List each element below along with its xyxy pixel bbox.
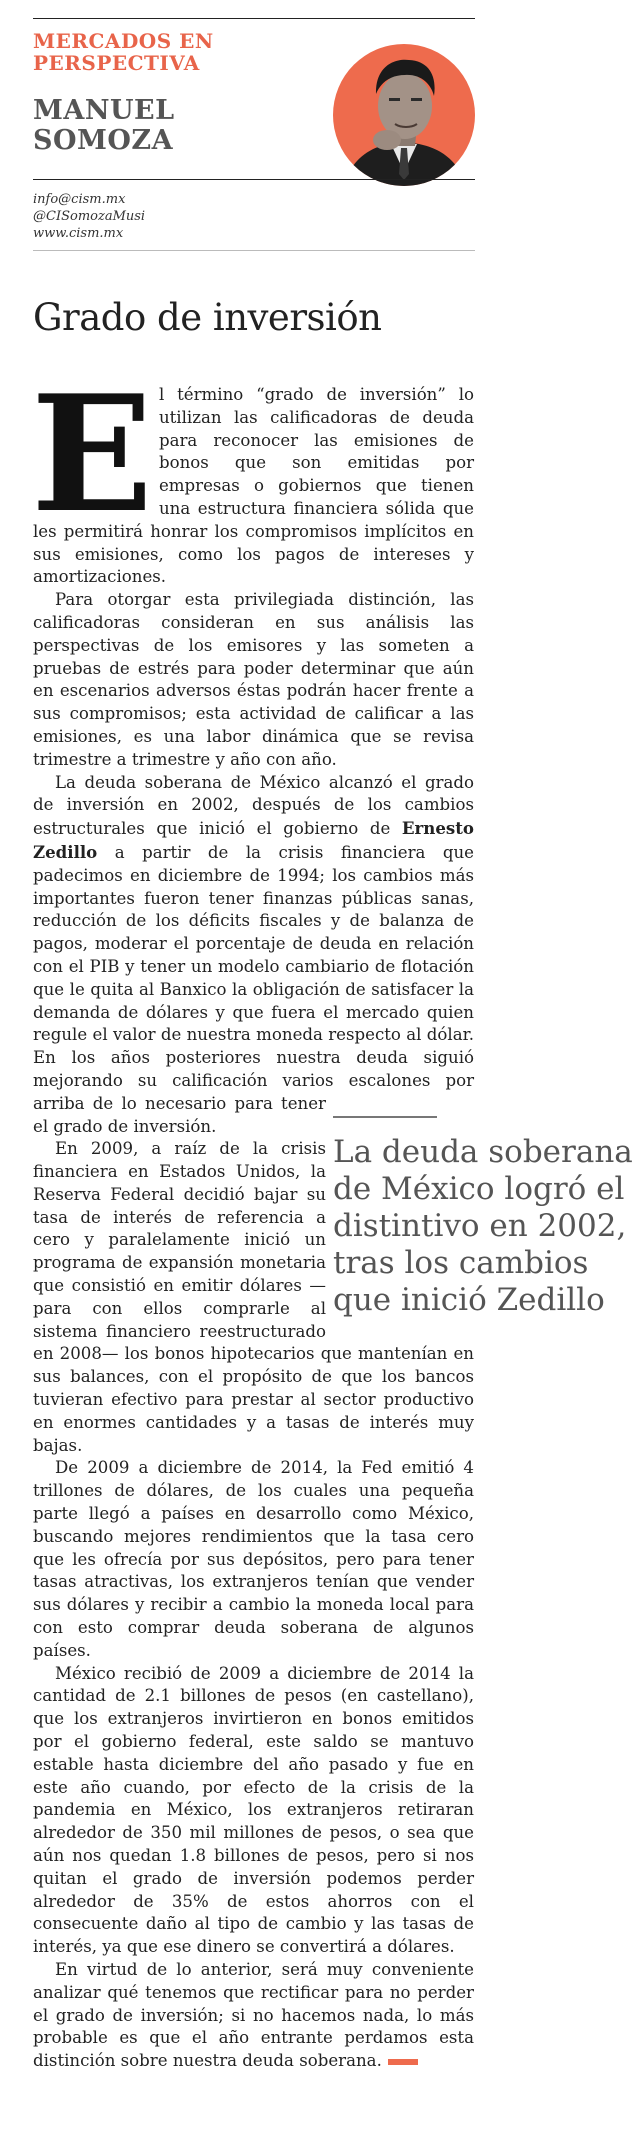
article-paragraph-2: Para otorgar esta privilegiada distinción, las calificadoras consideran en sus análisis las perspectivas de los emisores y las someten a pruebas de estrés para poder determinar que aún en escenarios adversos éstas podrán hacer frente a sus compromisos; esta actividad de calificar a las emisiones, es una labor dinámica que se revisa trimestre a trimestre y año con año. bbox=[33, 590, 474, 769]
author-website[interactable]: www.cism.mx bbox=[33, 226, 124, 241]
article-paragraph-5: De 2009 a diciembre de 2014, la Fed emitió 4 trillones de dólares, de los cuales una pequeña parte llegó a países en desarrollo como México, buscando mejores rendimientos que la tasa cero que les ofrecía por sus depósitos, pero para tener tasas atractivas, los extranjeros tenían que vender sus dólares y recibir a cambio la moneda local para con esto comprar deuda soberana de algunos países. bbox=[33, 1458, 474, 1660]
pullquote: La deuda soberana de México logró el distintivo en 2002, tras los cambios que inició Zedillo bbox=[333, 1134, 633, 1318]
author-portrait-illustration bbox=[333, 44, 475, 186]
article-paragraph-6: México recibió de 2009 a diciembre de 2014 la cantidad de 2.1 billones de pesos (en castellano), que los extranjeros invirtieron en bonos emitidos por el gobierno federal, este saldo se mantuvo estable hasta diciembre del año pasado y fue en este año cuando, por efecto de la crisis de la pandemia en México, los extranjeros retiraran alrededor de 350 mil millones de pesos, o sea que aún nos quedan 1.8 billones de pesos, pero si nos quitan el grado de inversión podemos perder alrededor de 35% de estos ahorros con el consecuente daño al tipo de cambio y las tasas de interés, ya que ese dinero se convertirá a dólares. bbox=[33, 1663, 474, 1957]
person-name-zedillo: Ernesto Zedillo bbox=[33, 818, 474, 862]
author-name bbox=[33, 96, 175, 156]
section-title-line1: MERCADOS EN bbox=[33, 29, 214, 53]
section-title-line2: PERSPECTIVA bbox=[33, 51, 200, 75]
drop-cap: E bbox=[31, 360, 153, 548]
byline-divider bbox=[33, 179, 475, 180]
pullquote-divider bbox=[333, 1116, 437, 1118]
author-name-line1: MANUEL bbox=[33, 95, 175, 126]
author-contact bbox=[33, 191, 145, 242]
top-divider bbox=[33, 18, 475, 19]
author-twitter[interactable]: @CISomozaMusi bbox=[33, 209, 146, 224]
section-title bbox=[33, 30, 214, 74]
headline-divider bbox=[33, 250, 475, 251]
author-email[interactable]: info@cism.mx bbox=[33, 192, 126, 207]
author-photo bbox=[333, 44, 475, 186]
article-paragraph-7: En virtud de lo anterior, será muy conveniente analizar qué tenemos que rectificar para no perder el grado de inversión; si no hacemos nada, lo más probable es que el año entrante perdamos esta distinción sobre nuestra deuda soberana. bbox=[33, 1959, 474, 2071]
article-paragraph-4: En 2009, a raíz de la crisis financiera en Estados Unidos, la Reserva Federal decidió bajar su tasa de interés de referencia a cero y paralelamente inició un programa de expansión monetaria que consistió en emitir dólares —para con ellos comprarle al sistema financiero reestructurado en 2008— los bonos hipotecarios que mantenían en sus balances, con el propósito de que los bancos tuvieran efectivo para prestar al sector productivo en enormes cantidades y a tasas de interés muy bajas. bbox=[33, 1139, 474, 1455]
article-paragraph-1: El término “grado de inversión” lo utilizan las calificadoras de deuda para reconocer las emisiones de bonos que son emitidas por empresas o gobiernos que tienen una estructura financiera sólida que les permitirá honrar los compromisos implícitos en sus emisiones, como los pagos de intereses y amortizaciones. bbox=[31, 360, 474, 587]
article-headline: Grado de inversión bbox=[33, 296, 382, 339]
end-of-article-mark bbox=[388, 2059, 418, 2065]
author-name-line2: SOMOZA bbox=[33, 125, 174, 156]
article-paragraph-3: La deuda soberana de México alcanzó el grado de inversión en 2002, después de los cambios estructurales que inició el gobierno de Ernesto Zedillo a partir de la crisis financiera que padecimos en diciembre de 1994; los cambios más importantes fueron tener finanzas públicas sanas, reducción de los déficits fiscales y de balanza de pagos, moderar el porcentaje de deuda en relación con el PIB y tener un modelo cambiario de flotación que le quita al Banxico la obligación de satisfacer la demanda de dólares y que fuera el mercado quien regule el valor de nuestra moneda respecto al dólar. En los años posteriores nuestra deuda siguió mejorando su calificación varios escalones por arriba de lo necesario para tener el grado de inversión. bbox=[33, 772, 474, 1136]
